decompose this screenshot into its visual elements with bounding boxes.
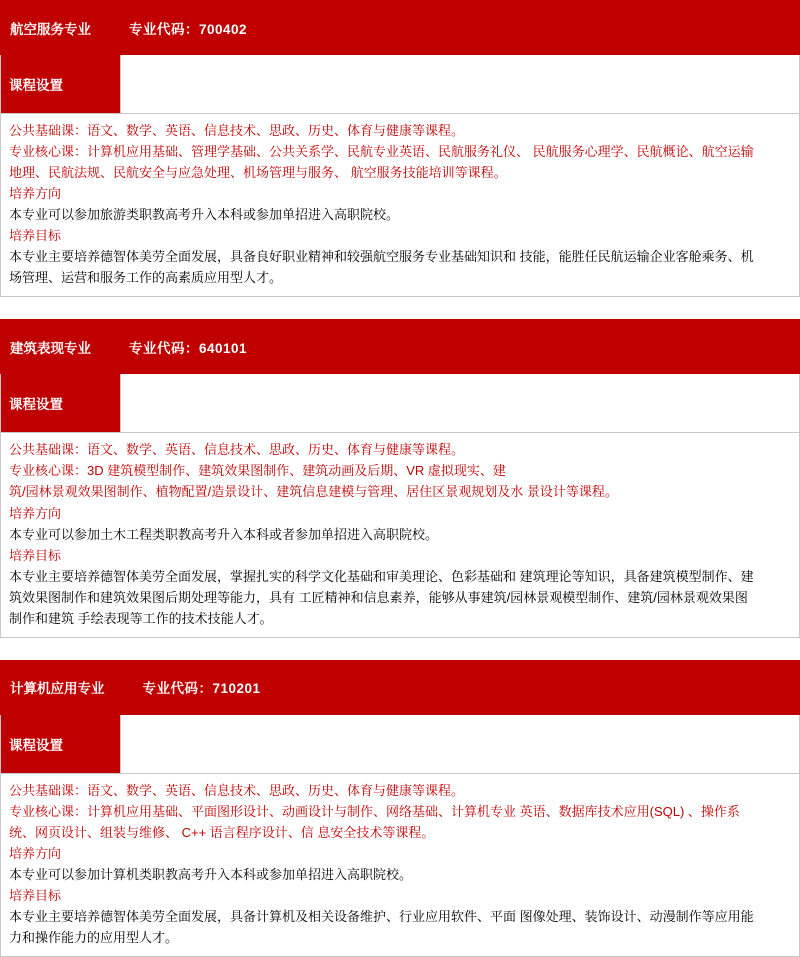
section-empty-cell bbox=[121, 374, 799, 432]
body-line: 制作和建筑 手绘表现等工作的技术技能人才。 bbox=[9, 610, 273, 626]
body-line: 本专业主要培养德智体美劳全面发展，具备良好职业精神和较强航空服务专业基础知识和 技能，能胜任民航运输企业客舱乘务、机 bbox=[9, 249, 754, 265]
section-gap bbox=[0, 638, 800, 660]
body-line: 培养目标 bbox=[9, 228, 62, 244]
body-line: 专业核心课：计算机应用基础、管理学基础、公共关系学、民航专业英语、民航服务礼仪、 民航服务心理学、民航概论、航空运输 bbox=[9, 144, 754, 160]
program-header bbox=[0, 660, 800, 715]
body-line: 统、网页设计、组装与维修、 C++ 语言程序设计、信 息安全技术等课程。 bbox=[9, 824, 435, 840]
section-label bbox=[1, 55, 121, 113]
program-name: 建筑表现专业 bbox=[10, 340, 91, 356]
body-line: 本专业可以参加土木工程类职教高考升入本科或者参加单招进入高职院校。 bbox=[9, 526, 439, 542]
section-row bbox=[0, 715, 800, 774]
body-line: 本专业可以参加旅游类职教高考升入本科或参加单招进入高职院校。 bbox=[9, 207, 400, 223]
body-line: 本专业主要培养德智体美劳全面发展，具备计算机及相关设备维护、行业应用软件、平面 图像处理、装饰设计、动漫制作等应用能 bbox=[9, 909, 754, 925]
program-body bbox=[0, 774, 800, 957]
section-label-text: 课程设置 bbox=[9, 737, 63, 753]
program-header bbox=[0, 0, 800, 55]
section-label-text: 课程设置 bbox=[9, 397, 63, 413]
body-line: 公共基础课：语文、数学、英语、信息技术、思政、历史、体育与健康等课程。 bbox=[9, 442, 465, 458]
section-empty-cell bbox=[121, 715, 799, 773]
section-empty-cell bbox=[121, 55, 799, 113]
program-body bbox=[0, 114, 800, 297]
section-row bbox=[0, 55, 800, 114]
body-line: 专业核心课：3D 建筑模型制作、建筑效果图制作、建筑动画及后期、VR 虚拟现实、建 bbox=[9, 463, 506, 479]
body-line: 培养方向 bbox=[9, 845, 62, 861]
program-name: 航空服务专业 bbox=[10, 21, 91, 37]
section-gap bbox=[0, 297, 800, 319]
section-label bbox=[1, 715, 121, 773]
program-code: 专业代码：710201 bbox=[142, 681, 261, 697]
body-line: 培养方向 bbox=[9, 505, 62, 521]
section-row bbox=[0, 374, 800, 433]
body-line: 公共基础课：语文、数学、英语、信息技术、思政、历史、体育与健康等课程。 bbox=[9, 123, 465, 138]
body-line: 专业核心课：计算机应用基础、平面图形设计、动画设计与制作、网络基础、计算机专业 英语、数据库技术应用(SQL) 、操作系 bbox=[9, 803, 740, 819]
body-line: 地理、民航法规、民航安全与应急处理、机场管理与服务、 航空服务技能培训等课程。 bbox=[9, 165, 507, 181]
program-name: 计算机应用专业 bbox=[10, 681, 105, 697]
body-line: 培养目标 bbox=[9, 888, 62, 904]
program-code: 专业代码：640101 bbox=[129, 340, 248, 356]
body-line: 培养方向 bbox=[9, 186, 62, 202]
section-label-text: 课程设置 bbox=[9, 78, 63, 93]
program-code: 专业代码：700402 bbox=[129, 21, 248, 37]
body-line: 筑效果图制作和建筑效果图后期处理等能力，具有 工匠精神和信息素养，能够从事建筑/园林景观模型制作、建筑/园林景观效果图 bbox=[9, 589, 748, 605]
body-line: 本专业主要培养德智体美劳全面发展，掌握扎实的科学文化基础和审美理论、色彩基础和 建筑理论等知识，具备建筑模型制作、建 bbox=[9, 568, 754, 584]
program-body bbox=[0, 433, 800, 637]
program-header bbox=[0, 319, 800, 374]
body-line: 公共基础课：语文、数学、英语、信息技术、思政、历史、体育与健康等课程。 bbox=[9, 782, 465, 798]
body-line: 本专业可以参加计算机类职教高考升入本科或参加单招进入高职院校。 bbox=[9, 866, 413, 882]
section-label bbox=[1, 374, 121, 432]
body-line: 筑/园林景观效果图制作、植物配置/造景设计、建筑信息建模与管理、居住区景观规划及水 景设计等课程。 bbox=[9, 484, 618, 500]
body-line: 培养目标 bbox=[9, 547, 62, 563]
body-line: 场管理、运营和服务工作的高素质应用型人才。 bbox=[9, 270, 283, 286]
body-line: 力和操作能力的应用型人才。 bbox=[9, 930, 179, 946]
